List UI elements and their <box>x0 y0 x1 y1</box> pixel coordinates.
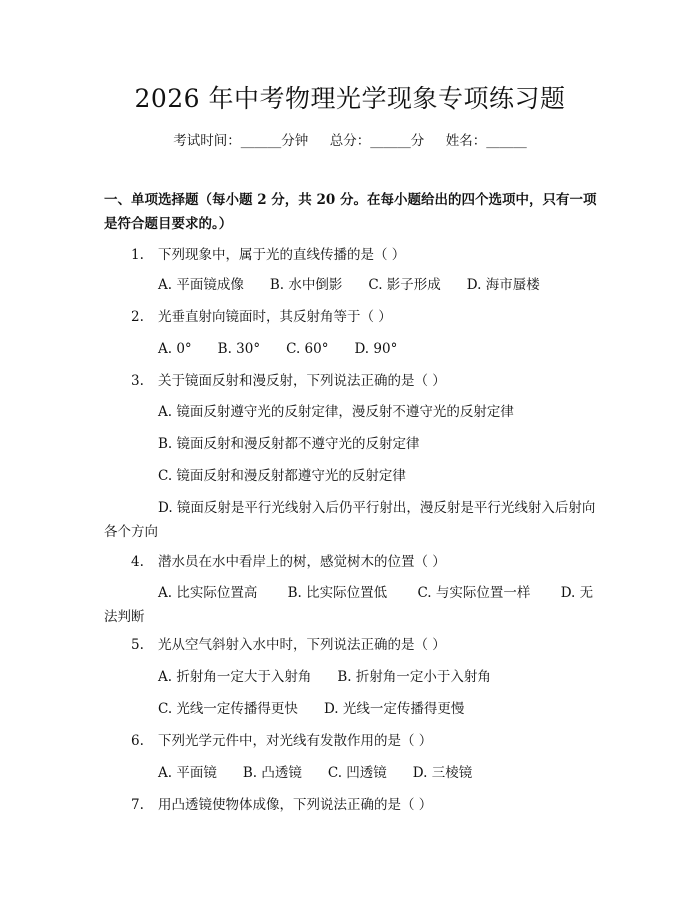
option-a: A. 镜面反射遵守光的反射定律，漫反射不遵守光的反射定律 <box>158 404 514 420</box>
option-c: C. 60° <box>286 341 329 357</box>
question-number: 2. <box>131 309 144 325</box>
question-text: 光从空气斜射入水中时，下列说法正确的是（ ） <box>158 637 446 653</box>
option-c: C. 影子形成 <box>368 277 441 293</box>
question-5 <box>131 633 446 657</box>
option-b: B. 比实际位置低 <box>287 585 388 601</box>
options-1 <box>158 273 566 297</box>
options-4 <box>104 581 596 629</box>
page-title: 2026 年中考物理光学现象专项练习题 <box>134 84 566 113</box>
question-number: 5. <box>131 637 144 653</box>
option-b: B. 水中倒影 <box>269 277 343 293</box>
question-text: 光垂直射向镜面时，其反射角等于（ ） <box>158 309 392 325</box>
exam-info-line: 考试时间：______分钟 总分：______分 姓名：______ <box>173 133 527 149</box>
question-text: 潜水员在水中看岸上的树，感觉树木的位置（ ） <box>158 554 446 570</box>
option-a: A. 比实际位置高 <box>158 585 258 601</box>
option-d: D. 无法判断 <box>104 585 594 625</box>
option-b: B. 30° <box>217 341 261 357</box>
options-5-cd <box>158 697 490 721</box>
question-6 <box>131 729 432 753</box>
option-b: B. 折射角一定小于入射角 <box>337 669 491 685</box>
options-6 <box>158 761 498 785</box>
section-heading: 一、单项选择题（每小题 2 分，共 20 分。在每小题给出的四个选项中，只有一项是符合题目要求的。） <box>104 192 597 232</box>
options-2 <box>158 337 423 361</box>
question-2 <box>131 305 392 329</box>
option-b: B. 镜面反射和漫反射都不遵守光的反射定律 <box>158 436 420 452</box>
option-d: D. 镜面反射是平行光线射入后仍平行射出，漫反射是平行光线射入后射向各个方向 <box>104 500 596 540</box>
option-c: C. 镜面反射和漫反射都遵守光的反射定律 <box>158 468 406 484</box>
question-7 <box>131 793 432 817</box>
option-a: A. 平面镜成像 <box>158 277 244 293</box>
option-a: A. 平面镜 <box>158 765 217 781</box>
option-a: A. 折射角一定大于入射角 <box>158 669 312 685</box>
question-text: 下列现象中，属于光的直线传播的是（ ） <box>158 247 406 263</box>
option-d: D. 海市蜃楼 <box>466 277 540 293</box>
option-b: B. 凸透镜 <box>242 765 302 781</box>
question-number: 4. <box>131 554 144 570</box>
option-c: C. 与实际位置一样 <box>417 585 531 601</box>
question-number: 6. <box>131 733 144 749</box>
question-3 <box>131 369 446 393</box>
option-a: A. 0° <box>158 341 192 357</box>
options-5-ab <box>158 665 517 689</box>
question-4 <box>131 550 446 574</box>
question-text: 下列光学元件中，对光线有发散作用的是（ ） <box>158 733 433 749</box>
option-d: D. 光线一定传播得更慢 <box>323 701 465 717</box>
question-number: 7. <box>131 797 144 813</box>
question-text: 关于镜面反射和漫反射，下列说法正确的是（ ） <box>158 373 446 389</box>
question-number: 1. <box>131 247 144 263</box>
option-d: D. 90° <box>354 341 398 357</box>
option-d: D. 三棱镜 <box>412 765 473 781</box>
option-c: C. 光线一定传播得更快 <box>158 701 298 717</box>
option-c: C. 凹透镜 <box>327 765 387 781</box>
question-number: 3. <box>131 373 144 389</box>
question-text: 用凸透镜使物体成像，下列说法正确的是（ ） <box>158 797 433 813</box>
question-1 <box>131 243 405 267</box>
